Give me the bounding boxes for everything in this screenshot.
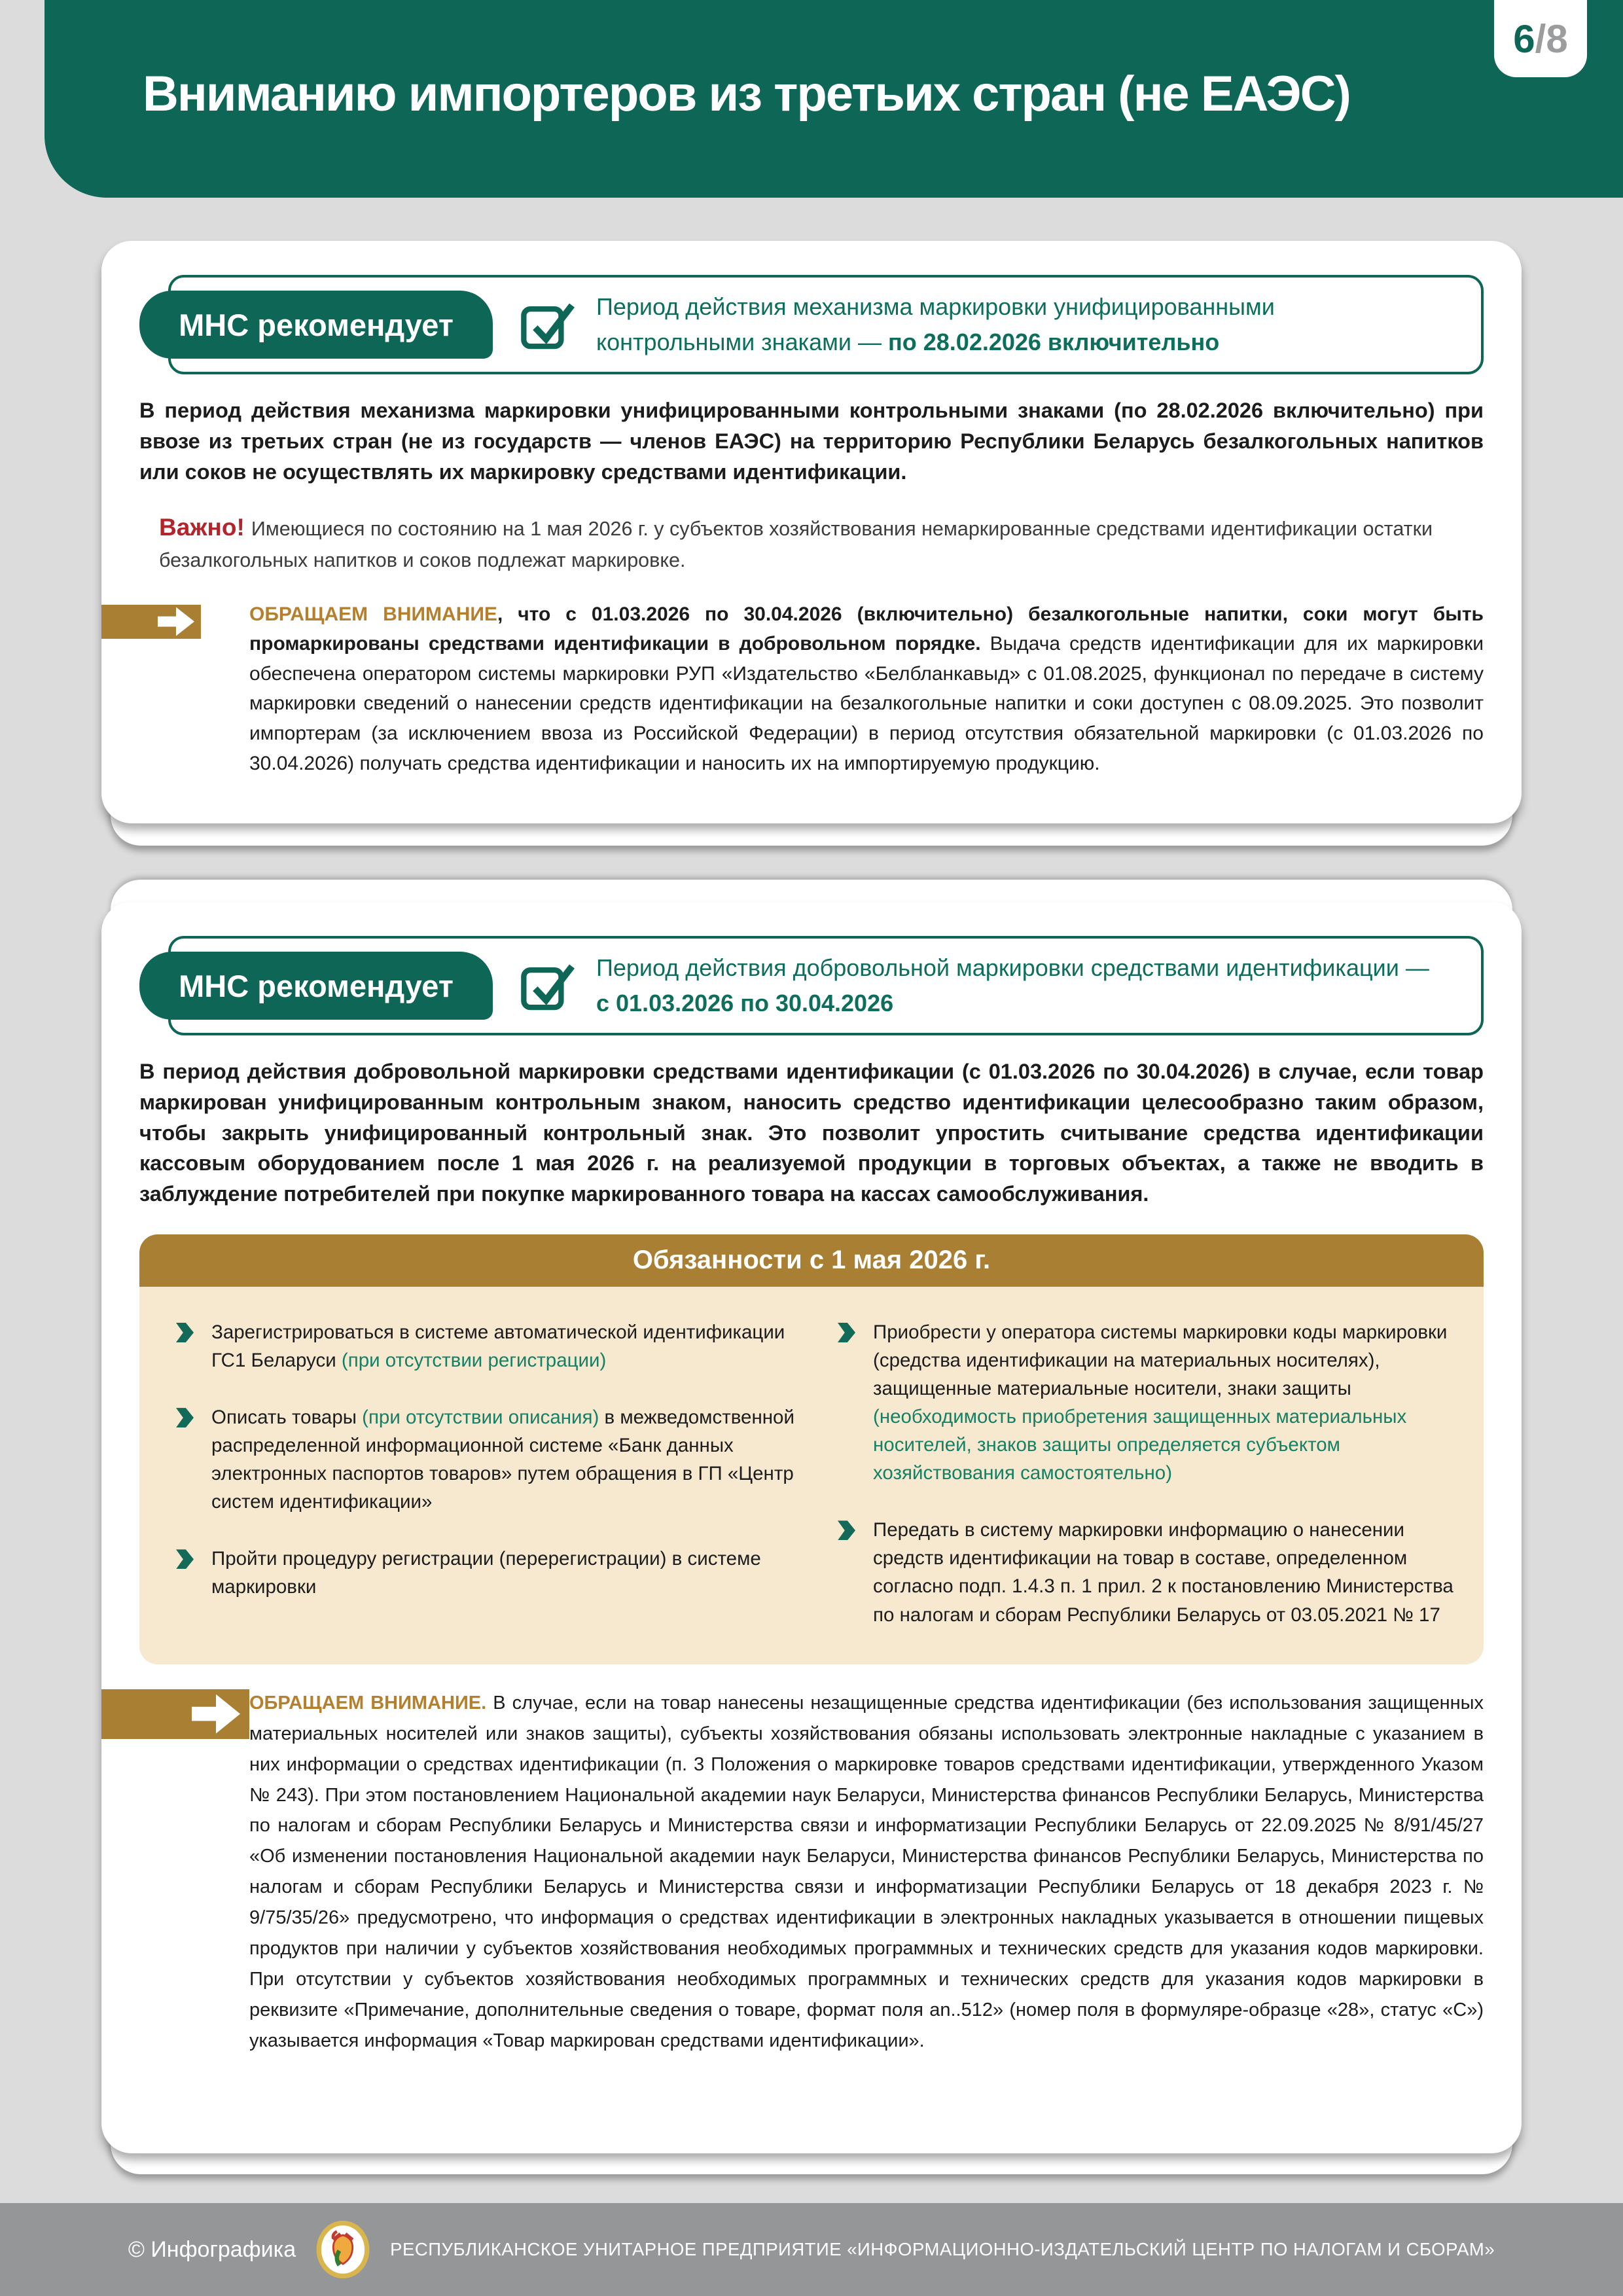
main-paragraph: В период действия механизма маркировки унифицированными контрольными знаками (по 28.02.2026 включительно) при ввозе из третьих стран (не из государств — членов ЕАЭС) на территорию Республики Беларусь безалкогольных напитков или соков не осуществлять их маркировку средствами идентификации. [139,399,1484,484]
mns-recommend-header [168,275,1484,374]
main-paragraph: В период действия добровольной маркировки средствами идентификации (с 01.03.2026 по 30.04.2026) в случае, если товар маркирован унифицированным контрольным знаком, наносить средство идентификации целесообразно таким образом, чтобы закрыть унифицированный контрольный знак. Это позволит упростить считывание средства идентификации кассовым оборудованием после 1 мая 2026 г. на реализуемой продукции в торговых объектах, а также не вводить в заблуждение потребителей при покупке маркированного товара на кассах самообслуживания. [139,1060,1484,1206]
duty-text: в межведомственной распределенной информационной системе «Банк данных электронных паспортов товаров» путем обращения в ГП «Центр систем идентификации» [211,1407,794,1513]
arrow-bullet-icon [838,1520,855,1540]
duty-text-green: (при отсутствии регистрации) [341,1350,607,1372]
arrow-bullet-icon [176,1549,194,1569]
mns-recommend-text: МНС рекомендует [179,968,454,1003]
attention-label: ОБРАЩАЕМ ВНИМАНИЕ [249,603,497,625]
attention-arrow-bar [101,605,201,639]
card-voluntary-marking [101,902,1522,2153]
arrow-bullet-icon [838,1323,855,1342]
attention-text [249,1688,1484,2057]
footer-bar [0,2203,1623,2296]
card-heading-line2-regular: контрольными знаками — [596,329,889,355]
duty-text-green: (необходимость приобретения защищенных материальных носителей, знаков защиты определяется субъектом хозяйствования самостоятельно) [873,1406,1407,1484]
infographic-copyright: © Инфографика [128,2236,296,2262]
duty-text: Пройти процедуру регистрации (перерегистрации) в системе маркировки [211,1548,761,1598]
duty-text: Передать в систему маркировки информацию о нанесении средств идентификации на товар в составе, определенном согласно подп. 1.4.3 п. 1 прил. 2 к постановлению Министерства по налогам и сборам Республики Беларусь от 03.05.2021 № 17 [873,1519,1454,1626]
page-number-current: 6 [1513,16,1535,61]
duty-text: Описать товары [211,1407,363,1429]
publisher-emblem-icon [313,2219,373,2280]
attention-regular-text: В случае, если на товар нанесены незащищенные средства идентификации (без использования защищенных материальных носителей или знаков защиты), субъекты хозяйствования обязаны использовать электронные накладные с указанием в них информации о средствах идентификации (п. 3 Положения о маркировке товаров средствами идентификации, утвержденного Указом № 243). При этом постановлением Национальной академии наук Беларуси, Министерства финансов Республики Беларусь, Министерства по налогам и сборам Республики Беларусь и Министерства связи и информатизации Республики Беларусь от 22.09.2025 № 8/91/45/27 «Об изменении постановления Национальной академии наук Беларуси, Министерства финансов Республики Беларусь, Министерства по налогам и сборам Республики Беларусь и Министерства связи и информатизации Республики Беларусь от 18 декабря 2023 г. № 9/75/35/26» предусмотрено, что информация о средствах идентификации в электронных накладных указывается в отношении пищевых продуктов при наличии у субъектов хозяйствования необходимых программных и технических средств для указания кодов маркировки. При отсутствии у субъектов хозяйствования необходимых программных и технических средств для указания кодов маркировки в реквизите «Примечание, дополнительные сведения о товаре, формат поля an..512» (номер поля в формуляре-образце «28», статус «С») указывается информация «Товар маркирован средствами идентификации». [249,1692,1484,2052]
header-band [45,0,1623,198]
duties-panel-title: Обязанности с 1 мая 2026 г. [139,1234,1484,1287]
duties-right-column [838,1318,1456,1629]
page-number-total: /8 [1535,16,1568,61]
duty-item [838,1516,1456,1628]
important-label: Важно! [159,514,245,541]
duty-item [176,1403,794,1516]
attention-arrow-bar [101,1689,249,1739]
duties-panel-body [139,1287,1484,1664]
page-title: Вниманию импортеров из третьих стран (не ЕАЭС) [143,66,1350,122]
card-heading [596,289,1275,360]
card-heading-line2 [596,986,1429,1021]
duty-text: Приобрести у оператора системы маркировки коды маркировки (средства идентификации на материальных носителях), защищенные материальные носители, знаки защиты [873,1321,1448,1400]
mns-recommend-header [168,936,1484,1035]
card-content [101,241,1522,823]
attention-text [249,600,1484,779]
duties-left-column [176,1318,794,1629]
mns-recommend-label [139,291,493,359]
duty-item [176,1318,794,1374]
duty-item [838,1318,1456,1487]
arrow-right-icon [158,607,194,636]
attention-label: ОБРАЩАЕМ ВНИМАНИЕ. [249,1692,493,1713]
attention-block [101,600,1484,779]
checkbox-icon [519,293,579,357]
mns-recommend-label [139,952,493,1020]
card-heading [596,950,1429,1021]
attention-regular-text: Выдача средств идентификации для их маркировки обеспечена оператором системы маркировки РУП «Издательство «Белбланкавыд» с 01.08.2025, функционал по передаче в систему маркировки сведений о нанесении средств идентификации на безалкогольные напитки и соки доступен с 08.09.2025. Это позволит импортерам (за исключением ввоза из Российской Федерации) в период отсутствия обязательной маркировки (с 01.03.2026 по 30.04.2026) получать средства идентификации и наносить их на импортируемую продукцию. [249,633,1484,774]
arrow-bullet-icon [176,1323,194,1342]
important-text: Имеющиеся по состоянию на 1 мая 2026 г. у субъектов хозяйствования немаркированные средствами идентификации остатки безалкогольных напитков и соков подлежат маркировке. [159,518,1433,571]
card-heading-line2-bold: с 01.03.2026 по 30.04.2026 [596,990,894,1016]
card-heading-line1: Период действия механизма маркировки унифицированными [596,293,1275,320]
important-note [139,509,1484,575]
card-content [101,902,1522,2153]
card-heading-line2-bold: по 28.02.2026 включительно [888,329,1220,355]
publisher-name: РЕСПУБЛИКАНСКОЕ УНИТАРНОЕ ПРЕДПРИЯТИЕ «ИНФОРМАЦИОННО-ИЗДАТЕЛЬСКИЙ ЦЕНТР ПО НАЛОГАМ И СБОРАМ» [390,2239,1495,2259]
duties-panel [139,1234,1484,1664]
duty-text: Зарегистрироваться в системе автоматической идентификации ГС1 Беларуси [211,1321,785,1372]
card-heading-line1: Период действия добровольной маркировки средствами идентификации — [596,954,1429,981]
arrow-right-icon [192,1695,240,1734]
card-heading-line2 [596,325,1275,360]
arrow-bullet-icon [176,1408,194,1427]
card-unified-control-marks [101,241,1522,823]
attention-bold-text: , что с 01.03.2026 по 30.04.2026 (включительно) безалкогольные напитки, соки могут быть промаркированы средствами идентификации в добровольном порядке. [249,603,1484,655]
duty-text-green: (при отсутствии описания) [362,1407,599,1429]
attention-block [101,1688,1484,2057]
mns-recommend-text: МНС рекомендует [179,307,454,342]
checkbox-icon [519,954,579,1018]
duty-item [176,1545,794,1601]
page-number-badge [1494,0,1587,77]
